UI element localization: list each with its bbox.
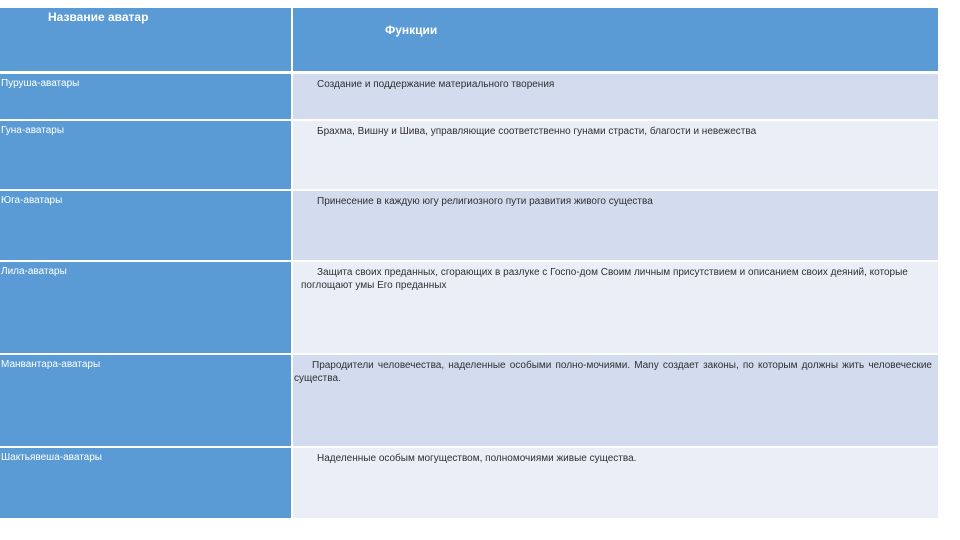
avatar-function-cell: Наделенные особым могуществом, полномочиями живые существа.: [293, 448, 938, 520]
header-functions: Функции: [293, 8, 938, 74]
avatar-functions-table: [0, 8, 938, 520]
avatar-function-cell: Создание и поддержание материального творения: [293, 74, 938, 121]
avatar-name-cell: Пуруша-аватары: [0, 74, 293, 121]
avatar-function-cell: Принесение в каждую югу религиозного пути развития живого существа: [293, 191, 938, 262]
table-row: [0, 121, 938, 191]
table-row: [0, 74, 938, 121]
table-row: [0, 448, 938, 520]
avatar-name-cell: Шактьявеша-аватары: [0, 448, 293, 520]
avatar-function-cell: Защита своих преданных, сгорающих в разлуке с Госпо-дом Своим личным присутствием и описанием своих деяний, которые поглощают умы Его преданных: [293, 262, 938, 355]
avatar-name-cell: Манвантара-аватары: [0, 355, 293, 448]
table-header-row: [0, 8, 938, 74]
avatar-name-cell: Лила-аватары: [0, 262, 293, 355]
avatar-name-cell: Гуна-аватары: [0, 121, 293, 191]
avatar-name-cell: Юга-аватары: [0, 191, 293, 262]
header-name: Название аватар: [0, 8, 293, 74]
table-row: [0, 355, 938, 448]
table-row: [0, 262, 938, 355]
avatar-function-cell: Брахма, Вишну и Шива, управляющие соответственно гунами страсти, благости и невежества: [293, 121, 938, 191]
avatar-function-cell: Прародители человечества, наделенные особыми полно-мочиями. Many создает законы, по которым должны жить человеческие существа.: [293, 355, 938, 448]
table-row: [0, 191, 938, 262]
